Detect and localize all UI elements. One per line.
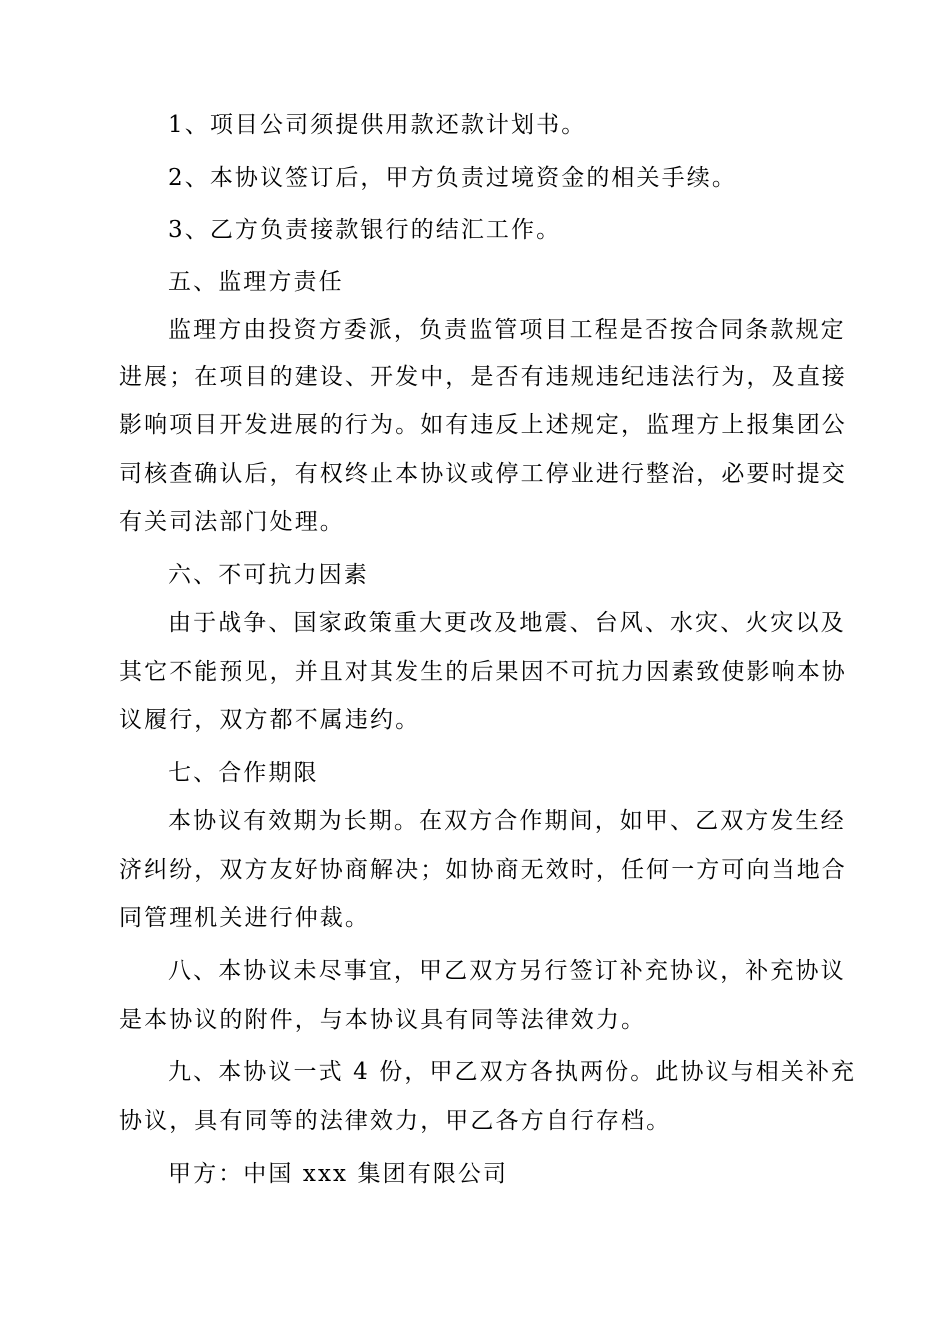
paragraph-line: 司核查确认后，有权终止本协议或停工停业进行整治，必要时提交 <box>119 461 847 487</box>
section-heading-7: 七、合作期限 <box>168 760 319 786</box>
section-heading-5: 五、监理方责任 <box>168 269 344 295</box>
clause-4-item-3: 3、乙方负责接款银行的结汇工作。 <box>168 217 562 243</box>
paragraph-line: 是本协议的附件，与本协议具有同等法律效力。 <box>119 1007 647 1033</box>
paragraph-line: 济纠纷，双方友好协商解决；如协商无效时，任何一方可向当地合 <box>119 857 847 883</box>
paragraph-line: 九、本协议一式 4 份，甲乙双方各执两份。此协议与相关补充 <box>168 1059 857 1085</box>
paragraph-line: 监理方由投资方委派，负责监管项目工程是否按合同条款规定 <box>168 317 846 343</box>
paragraph-line: 有关司法部门处理。 <box>119 509 345 535</box>
paragraph-line: 协议，具有同等的法律效力，甲乙各方自行存档。 <box>119 1108 672 1134</box>
paragraph-line: 影响项目开发进展的行为。如有违反上述规定，监理方上报集团公 <box>119 412 847 438</box>
clause-4-item-1: 1、项目公司须提供用款还款计划书。 <box>168 112 587 138</box>
clause-4-item-2: 2、本协议签订后，甲方负责过境资金的相关手续。 <box>168 165 737 191</box>
paragraph-line: 进展；在项目的建设、开发中，是否有违规违纪违法行为，及直接 <box>119 364 847 390</box>
paragraph-line: 其它不能预见，并且对其发生的后果因不可抗力因素致使影响本协 <box>119 659 847 685</box>
paragraph-line: 议履行，双方都不属违约。 <box>119 707 421 733</box>
paragraph-line: 由于战争、国家政策重大更改及地震、台风、水灾、火灾以及 <box>168 610 846 636</box>
paragraph-line: 本协议有效期为长期。在双方合作期间，如甲、乙双方发生经 <box>168 808 846 834</box>
party-a-signature-line: 甲方：中国 xxx 集团有限公司 <box>168 1161 509 1187</box>
paragraph-line: 同管理机关进行仲裁。 <box>119 905 370 931</box>
section-heading-6: 六、不可抗力因素 <box>168 562 369 588</box>
paragraph-line: 八、本协议未尽事宜，甲乙双方另行签订补充协议，补充协议 <box>168 958 846 984</box>
